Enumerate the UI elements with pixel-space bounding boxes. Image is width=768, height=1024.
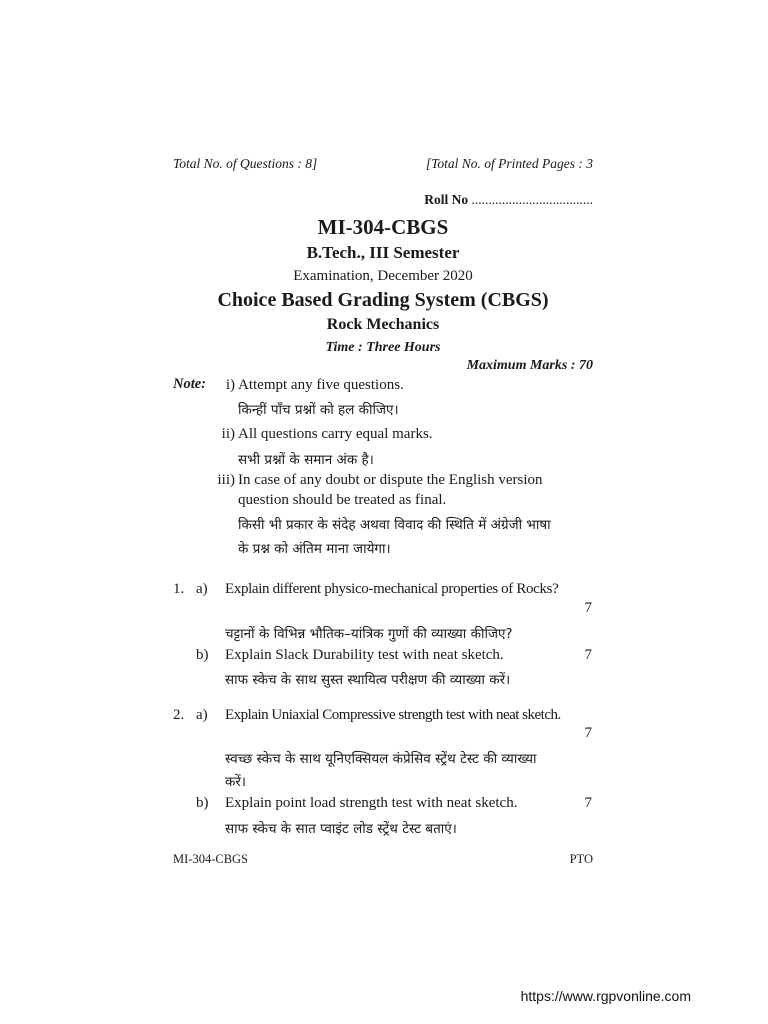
subject: Rock Mechanics [326,316,440,333]
marks: 7 [584,725,592,741]
part-label: b) [196,795,209,811]
part-label: a) [196,581,208,597]
course: B.Tech., III Semester [306,243,460,262]
note-text: Attempt any five questions. [238,377,404,393]
question-number: 2. [173,707,185,723]
note-text: In case of any doubt or dispute the English version [238,472,543,488]
roll-dots: .................................... [471,192,593,207]
part-label: b) [196,647,209,663]
marks: 7 [584,647,592,663]
question-text: Explain different physico-mechanical properties of Rocks? [225,581,559,597]
grading-scheme: Choice Based Grading System (CBGS) [217,289,549,311]
marks: 7 [584,600,592,616]
part-label: a) [196,707,208,723]
note-label: Note: [173,376,207,392]
max-marks: Maximum Marks : 70 [466,358,593,373]
footer-code: MI-304-CBGS [173,852,249,866]
question-text-hindi: स्वच्छ स्केच के साथ यूनिएक्सियल कंप्रेसिव स्ट्रेंथ टेस्ट की व्याख्या [225,751,537,767]
total-pages: [Total No. of Printed Pages : 3 [425,156,593,171]
marks: 7 [584,795,592,811]
roll-number [380,192,593,208]
time: Time : Three Hours [325,340,441,355]
question-text-hindi: चट्टानों के विभिन्न भौतिक–यांत्रिक गुणों की व्याख्या कीजिए? [225,626,513,642]
note-text: All questions carry equal marks. [238,426,433,442]
note-text-hindi: के प्रश्न को अंतिम माना जायेगा। [238,541,391,557]
question-text-hindi: साफ स्केच के सात प्वाइंट लोड स्ट्रेंथ टेस्ट बताएं। [225,821,457,837]
question-text: Explain Uniaxial Compressive strength test with neat sketch. [225,707,561,723]
question-number: 1. [173,581,185,597]
question-text-hindi: करें। [225,774,247,790]
roll-label: Roll No [424,192,469,207]
question-text: Explain Slack Durability test with neat sketch. [225,647,504,663]
question-text-hindi: साफ स्केच के साथ सुस्त स्थायित्व परीक्षण की व्याख्या करें। [225,672,511,688]
note-text-hindi: किन्हीं पाँच प्रश्नों को हल कीजिए। [238,402,399,418]
website-watermark: https://www.rgpvonline.com [520,988,691,1004]
paper-code: MI-304-CBGS [317,215,449,239]
note-number: i) [225,377,235,393]
note-text-hindi: किसी भी प्रकार के संदेह अथवा विवाद की स्थिति में अंग्रेजी भाषा [238,517,551,533]
note-number: ii) [221,426,235,442]
exam-session: Examination, December 2020 [293,268,473,284]
total-questions: Total No. of Questions : 8] [173,156,318,171]
note-text-hindi: सभी प्रश्नों के समान अंक है। [238,452,374,468]
page-turn-indicator: PTO [569,852,593,866]
question-text: Explain point load strength test with neat sketch. [225,795,518,811]
note-number: iii) [217,472,235,488]
note-text: question should be treated as final. [238,492,447,508]
